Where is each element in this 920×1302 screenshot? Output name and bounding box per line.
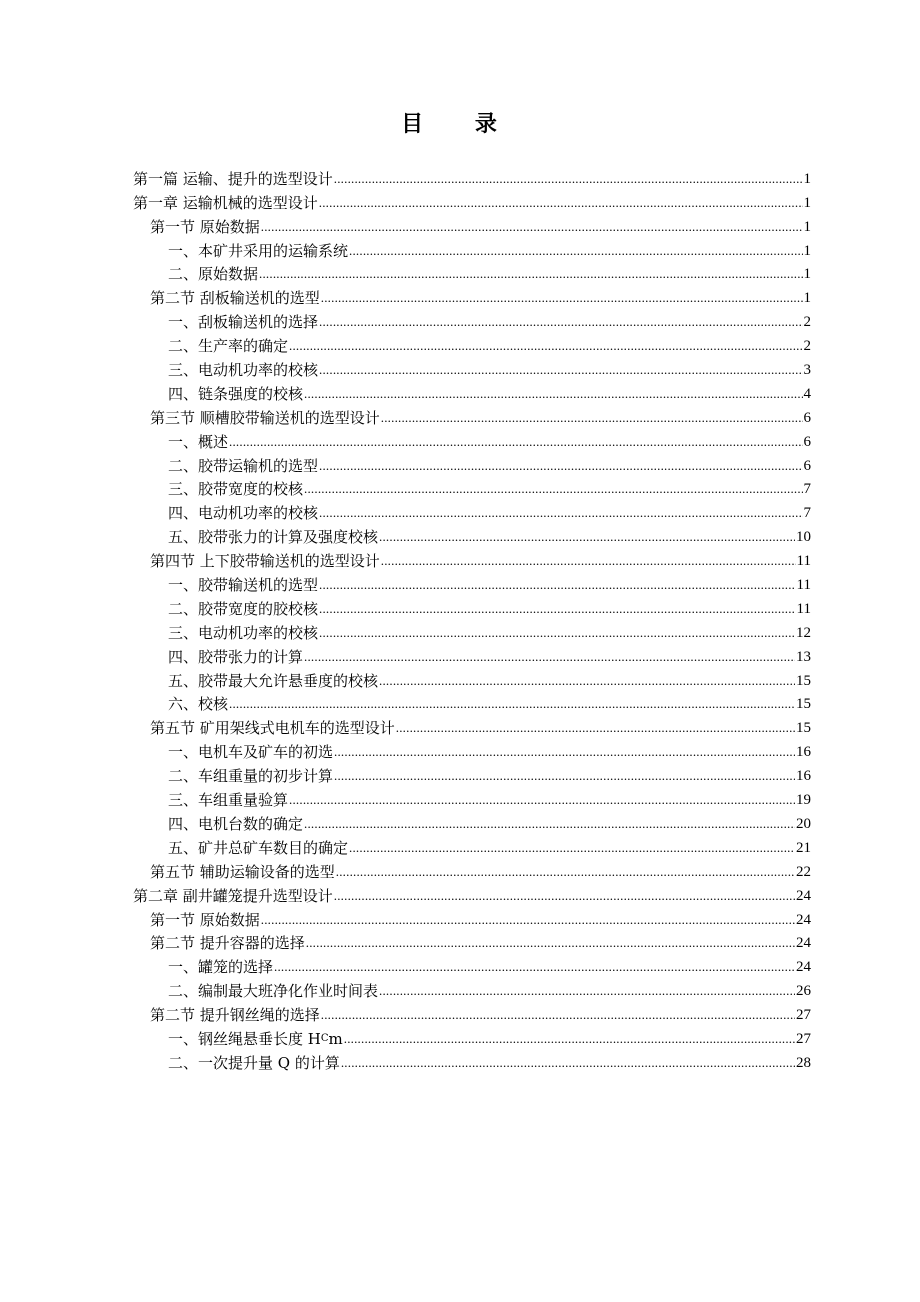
toc-entry-page-number: 4 [803, 385, 811, 402]
dot-leader [381, 552, 796, 570]
toc-entry-page-number: 7 [803, 481, 811, 498]
toc-entry-label: 三、电动机功率的校核 [168, 623, 319, 642]
toc-entry-label: 第五节 辅助运输设备的选型 [150, 862, 335, 881]
toc-entry-subscript: C [320, 1032, 329, 1044]
toc-entry[interactable] [133, 164, 811, 188]
toc-entry-page-number: 6 [803, 457, 811, 474]
toc-entry[interactable] [133, 809, 811, 833]
toc-entry[interactable] [133, 188, 811, 212]
toc-entry-page-number: 27 [796, 1007, 811, 1024]
toc-entry-label: 第二节 提升钢丝绳的选择 [150, 1006, 320, 1025]
dot-leader [289, 337, 802, 355]
toc-entry-label: 四、胶带张力的计算 [168, 647, 304, 666]
dot-leader [344, 1030, 795, 1048]
toc-entry-page-number: 10 [796, 529, 811, 546]
toc-entry[interactable] [133, 929, 811, 953]
toc-entry-page-number: 27 [796, 1030, 811, 1047]
toc-entry-label: 一、罐笼的选择 [168, 958, 274, 977]
toc-entry-label: 第一篇 运输、提升的选型设计 [133, 169, 333, 188]
toc-entry[interactable] [133, 283, 811, 307]
toc-entry-label: 一、刮板输送机的选择 [168, 313, 319, 332]
dot-leader [379, 672, 795, 690]
toc-entry-page-number: 16 [796, 768, 811, 785]
toc-entry-label: 第二节 提升容器的选择 [150, 934, 305, 953]
dot-leader [319, 576, 796, 594]
dot-leader [379, 528, 795, 546]
toc-entry[interactable] [133, 331, 811, 355]
toc-entry-page-number: 22 [796, 863, 811, 880]
toc-entry-page-number: 26 [796, 983, 811, 1000]
toc-entry-label: 二、编制最大班净化作业时间表 [168, 982, 379, 1001]
toc-entry-label: 一、钢丝绳悬垂长度 H [168, 1029, 321, 1048]
toc-entry[interactable] [133, 212, 811, 236]
toc-entry-label-tail: m [328, 1029, 343, 1048]
toc-entry[interactable] [133, 403, 811, 427]
dot-leader [304, 648, 795, 666]
toc-entry-page-number: 15 [796, 696, 811, 713]
toc-entry-page-number: 2 [803, 314, 811, 331]
toc-entry-page-number: 1 [803, 242, 811, 259]
table-of-contents [133, 164, 811, 1072]
dot-leader [379, 982, 795, 1000]
toc-entry-page-number: 16 [796, 744, 811, 761]
toc-entry-label: 二、一次提升量 Q 的计算 [168, 1053, 340, 1072]
toc-entry[interactable] [133, 522, 811, 546]
toc-entry-page-number: 24 [796, 887, 811, 904]
toc-entry[interactable] [133, 785, 811, 809]
toc-entry[interactable] [133, 570, 811, 594]
dot-leader [381, 409, 803, 427]
toc-entry[interactable] [133, 1024, 811, 1048]
dot-leader [334, 170, 803, 188]
toc-entry[interactable] [133, 427, 811, 451]
toc-entry-page-number: 6 [803, 409, 811, 426]
dot-leader [334, 887, 795, 905]
dot-leader [229, 433, 802, 451]
toc-entry-label: 二、车组重量的初步计算 [168, 767, 334, 786]
dot-leader [261, 911, 795, 929]
toc-entry[interactable] [133, 976, 811, 1000]
toc-entry-page-number: 24 [796, 911, 811, 928]
dot-leader [321, 1006, 795, 1024]
dot-leader [289, 791, 795, 809]
toc-entry[interactable] [133, 355, 811, 379]
dot-leader [229, 695, 795, 713]
toc-entry[interactable] [133, 737, 811, 761]
toc-entry[interactable] [133, 1048, 811, 1072]
dot-leader [319, 194, 803, 212]
toc-entry-label: 三、胶带宽度的校核 [168, 480, 304, 499]
toc-entry-label: 三、电动机功率的校核 [168, 361, 319, 380]
dot-leader [274, 958, 795, 976]
toc-entry[interactable] [133, 451, 811, 475]
toc-entry[interactable] [133, 475, 811, 499]
toc-entry-label: 第五节 矿用架线式电机车的选型设计 [150, 719, 395, 738]
toc-entry-label: 第三节 顺槽胶带输送机的选型设计 [150, 408, 380, 427]
toc-entry-page-number: 1 [803, 194, 811, 211]
dot-leader [319, 361, 802, 379]
toc-entry-label: 第一章 运输机械的选型设计 [133, 193, 318, 212]
dot-leader [319, 624, 795, 642]
toc-entry[interactable] [133, 618, 811, 642]
toc-entry[interactable] [133, 881, 811, 905]
toc-entry-label: 第一节 原始数据 [150, 217, 260, 236]
toc-entry-page-number: 11 [796, 577, 811, 594]
toc-entry-label: 三、车组重量验算 [168, 791, 289, 810]
toc-entry-label: 二、胶带运输机的选型 [168, 456, 319, 475]
toc-entry-label: 五、胶带最大允许悬垂度的校核 [168, 671, 379, 690]
toc-entry-label: 五、胶带张力的计算及强度校核 [168, 528, 379, 547]
toc-entry-page-number: 28 [796, 1054, 811, 1071]
toc-entry-label: 一、胶带输送机的选型 [168, 576, 319, 595]
toc-entry[interactable] [133, 690, 811, 714]
toc-entry[interactable] [133, 1000, 811, 1024]
toc-entry-page-number: 11 [796, 600, 811, 617]
toc-entry[interactable] [133, 307, 811, 331]
dot-leader [304, 480, 802, 498]
dot-leader [334, 743, 795, 761]
toc-entry-page-number: 1 [803, 218, 811, 235]
toc-entry-label: 一、概述 [168, 432, 229, 451]
toc-entry-page-number: 1 [803, 266, 811, 283]
toc-entry[interactable] [133, 713, 811, 737]
toc-entry[interactable] [133, 833, 811, 857]
toc-entry-label: 二、胶带宽度的胶校核 [168, 599, 319, 618]
toc-entry-label: 四、电机台数的确定 [168, 814, 304, 833]
page-title: 目 录 [401, 112, 519, 137]
dot-leader [341, 1054, 795, 1072]
toc-entry-page-number: 7 [803, 505, 811, 522]
dot-leader [319, 504, 802, 522]
dot-leader [304, 385, 802, 403]
toc-entry[interactable] [133, 236, 811, 260]
toc-entry-page-number: 24 [796, 935, 811, 952]
toc-entry[interactable] [133, 761, 811, 785]
toc-entry-label: 四、链条强度的校核 [168, 384, 304, 403]
dot-leader [396, 719, 795, 737]
toc-entry[interactable] [133, 952, 811, 976]
toc-entry-page-number: 2 [803, 338, 811, 355]
dot-leader [304, 815, 795, 833]
toc-entry-label: 第四节 上下胶带输送机的选型设计 [150, 552, 380, 571]
dot-leader [319, 600, 796, 618]
toc-entry[interactable] [133, 546, 811, 570]
toc-entry-page-number: 24 [796, 959, 811, 976]
toc-entry-page-number: 12 [796, 624, 811, 641]
dot-leader [319, 313, 802, 331]
toc-entry[interactable] [133, 642, 811, 666]
dot-leader [319, 457, 802, 475]
toc-entry-page-number: 15 [796, 672, 811, 689]
toc-entry-page-number: 1 [803, 170, 811, 187]
toc-entry-page-number: 21 [796, 839, 811, 856]
toc-entry-label: 六、校核 [168, 695, 229, 714]
toc-entry[interactable] [133, 666, 811, 690]
dot-leader [349, 839, 795, 857]
toc-entry-page-number: 13 [796, 648, 811, 665]
toc-entry-label: 二、原始数据 [168, 265, 259, 284]
toc-entry-label: 五、矿井总矿车数目的确定 [168, 838, 349, 857]
toc-entry-label: 二、生产率的确定 [168, 337, 289, 356]
toc-entry-page-number: 19 [796, 792, 811, 809]
toc-entry-page-number: 6 [803, 433, 811, 450]
toc-entry[interactable] [133, 594, 811, 618]
toc-entry-page-number: 1 [803, 290, 811, 307]
dot-leader [321, 289, 803, 307]
toc-entry-label: 一、本矿井采用的运输系统 [168, 241, 349, 260]
toc-entry-label: 一、电机车及矿车的初选 [168, 743, 334, 762]
dot-leader [334, 767, 795, 785]
dot-leader [306, 934, 795, 952]
toc-entry[interactable] [133, 379, 811, 403]
dot-leader [261, 218, 803, 236]
toc-entry-label: 第二章 副井罐笼提升选型设计 [133, 886, 333, 905]
toc-entry-page-number: 11 [796, 553, 811, 570]
toc-entry[interactable] [133, 857, 811, 881]
toc-entry-page-number: 15 [796, 720, 811, 737]
toc-entry[interactable] [133, 260, 811, 284]
dot-leader [336, 863, 795, 881]
toc-entry[interactable] [133, 498, 811, 522]
toc-entry-label: 第二节 刮板输送机的选型 [150, 289, 320, 308]
toc-entry-page-number: 20 [796, 815, 811, 832]
toc-entry[interactable] [133, 905, 811, 929]
toc-entry-label: 四、电动机功率的校核 [168, 504, 319, 523]
dot-leader [349, 242, 802, 260]
dot-leader [259, 265, 802, 283]
toc-entry-page-number: 3 [803, 362, 811, 379]
toc-entry-label: 第一节 原始数据 [150, 910, 260, 929]
